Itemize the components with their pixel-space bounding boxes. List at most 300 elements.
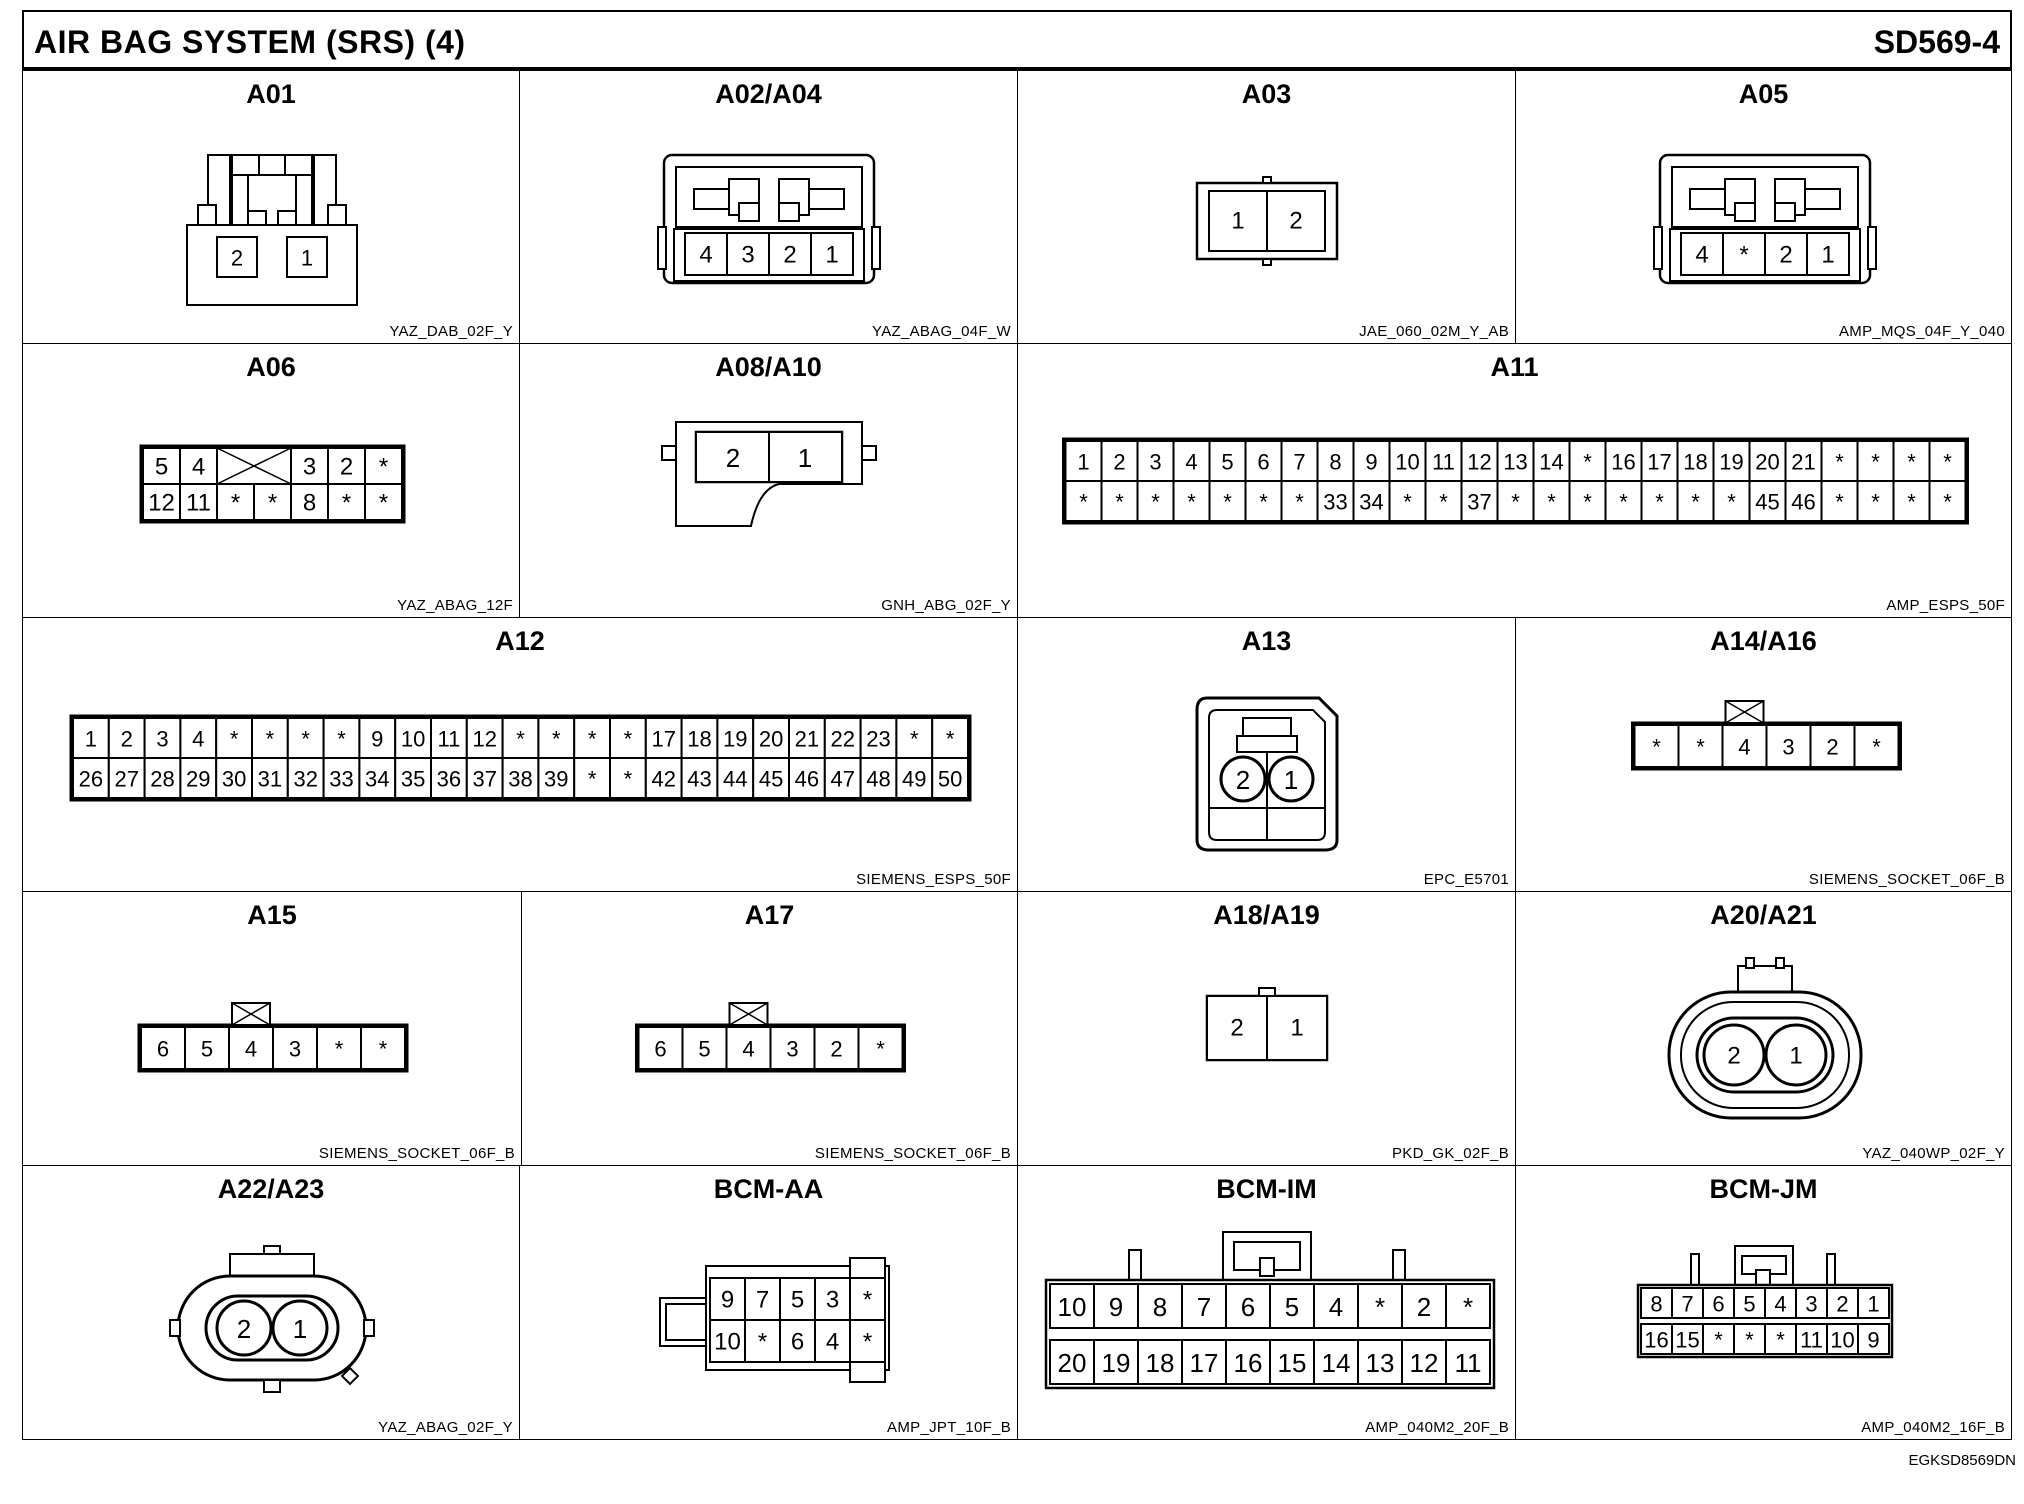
pin-label: * [552,726,561,752]
connector-part-code: SIEMENS_SOCKET_06F_B [318,1145,515,1162]
connector-outline [666,1304,710,1340]
connector-cell-a12 [22,617,1018,892]
pin-label: 37 [1467,489,1492,515]
connector-outline [658,227,666,269]
pin-label: * [1835,489,1844,515]
connector-outline [170,1320,180,1336]
pin-label: * [230,489,241,517]
connector-title: A22/A23 [217,1174,325,1204]
pin-label: 9 [1365,449,1378,475]
pin-label: 5 [200,1036,214,1062]
connector-cell-a22-a23 [22,1165,520,1440]
pin-label: 4 [1695,241,1709,269]
pin-label: 1 [1290,1014,1304,1042]
pin-label: * [1714,1327,1723,1353]
pin-label: * [862,1328,873,1356]
pin-label: 12 [1409,1348,1439,1378]
pin-label: 43 [687,766,712,792]
connector-part-code: AMP_ESPS_50F [1886,597,2005,614]
connector-outline [779,203,799,221]
pin-label: 4 [1328,1292,1344,1322]
pin-label: 11 [186,489,211,517]
pin-label: * [1943,449,1952,475]
pin-label: * [1439,489,1448,515]
connector-title: A03 [1241,79,1292,109]
pin-label: 1 [1231,207,1245,235]
pin-label: 3 [825,1286,840,1314]
pin-label: 11 [1800,1327,1823,1353]
pin-label: * [1691,489,1700,515]
connector-outline [1243,718,1291,736]
pin-label: 14 [1321,1348,1351,1378]
connector-outline [1735,203,1755,221]
pin-label: 21 [1791,449,1816,475]
connector-part-code: PKD_GK_02F_B [1392,1145,1509,1162]
pin-label: 8 [1650,1291,1663,1317]
connector-title: BCM-AA [713,1174,824,1204]
pin-label: 3 [1149,449,1162,475]
pin-label: 6 [1240,1292,1256,1322]
pin-label: 1 [292,1314,308,1344]
pin-label: 50 [937,766,963,792]
pin-label: * [1871,489,1880,515]
pin-label: 1 [300,245,314,271]
connector-diagram [520,344,1019,619]
connector-grid [22,70,2012,1440]
connector-outline [662,446,676,460]
pin-label: 20 [1755,449,1780,475]
connector-diagram [23,1166,521,1441]
connector-diagram [1516,618,2013,893]
pin-label: 42 [651,766,676,792]
connector-title: A18/A19 [1213,900,1320,930]
pin-label: * [1745,1327,1754,1353]
pin-label: 28 [150,766,175,792]
connector-diagram [23,71,521,345]
pin-label: 3 [156,726,169,752]
pin-label: 32 [293,766,318,792]
pin-label: 23 [866,726,891,752]
connector-title: A12 [495,626,545,656]
pin-label: 15 [1675,1327,1700,1353]
pin-label: 5 [698,1036,711,1062]
connector-diagram [1018,1166,1517,1441]
pin-label: 16 [1611,449,1636,475]
connector-outline [248,211,266,225]
connector-title: A05 [1738,79,1789,109]
pin-label: 45 [758,766,784,792]
pin-label: * [1583,449,1592,475]
pin-label: 12 [472,726,497,752]
pin-label: 2 [1836,1291,1849,1317]
pin-label: 3 [1782,734,1795,760]
pin-label: 37 [472,766,497,792]
connector-diagram [1516,892,2013,1167]
pin-label: 11 [1432,449,1455,475]
pin-label: 4 [1774,1291,1787,1317]
pin-label: 18 [1145,1348,1175,1378]
pin-label: 46 [1791,489,1816,515]
connector-part-code: AMP_MQS_04F_Y_040 [1838,323,2005,340]
connector-part-code: SIEMENS_SOCKET_06F_B [1808,871,2005,888]
pin-label: * [1652,734,1661,760]
connector-part-code: GNH_ABG_02F_Y [881,597,1011,614]
connector-part-code: JAE_060_02M_Y_AB [1359,323,1509,340]
pin-label: * [1079,489,1088,515]
connector-part-code: AMP_040M2_20F_B [1365,1419,1509,1436]
pin-label: 8 [302,489,317,517]
pin-label: 2 [1779,241,1793,269]
pin-label: 36 [436,766,462,792]
pin-label: * [623,726,633,752]
pin-label: 10 [1057,1292,1087,1322]
pin-label: * [378,1036,388,1062]
pin-label: * [229,726,239,752]
pin-label: * [341,489,352,517]
pin-label: * [267,489,278,517]
pin-label: * [1835,449,1844,475]
connector-title: A14/A16 [1710,626,1817,656]
connector-outline [328,205,346,225]
pin-label: 2 [1230,1014,1244,1042]
pin-label: * [1374,1292,1386,1322]
connector-cell-a15 [22,891,522,1166]
connector-diagram [1516,1166,2013,1441]
pin-label: * [337,726,346,752]
connector-outline [278,211,296,225]
connector-outline [862,446,876,460]
connector-outline [1868,227,1876,269]
pin-label: 2 [830,1036,843,1062]
pin-label: 1 [1821,241,1835,269]
pin-label: 44 [723,766,748,792]
connector-title: A06 [246,352,296,382]
connector-title: A13 [1241,626,1292,656]
pin-label: * [1151,489,1160,515]
pin-label: * [334,1036,344,1062]
connector-cell-a17 [521,891,1018,1166]
pin-label: 1 [797,443,813,473]
connector-cell-a11 [1017,343,2012,618]
pin-label: * [1259,489,1268,515]
connector-outline [1263,259,1271,265]
pin-label: 4 [742,1036,755,1062]
page-header [22,10,2012,70]
pin-label: * [1403,489,1412,515]
pin-label: * [265,726,275,752]
pin-label: 29 [186,766,211,792]
pin-label: 7 [1681,1291,1694,1317]
pin-label: * [587,726,597,752]
pin-label: 12 [148,489,175,517]
pin-label: 2 [1235,765,1251,795]
pin-label: * [1583,489,1592,515]
connector-cell-bcm-jm [1515,1165,2012,1440]
pin-label: 2 [230,245,244,271]
pin-label: 20 [1057,1348,1087,1378]
pin-label: * [1619,489,1628,515]
pin-label: 2 [1416,1292,1432,1322]
pin-label: 27 [114,766,139,792]
pin-label: 1 [825,241,839,269]
connector-diagram [1018,892,1517,1167]
pin-label: 2 [339,453,354,481]
pin-label: 6 [1712,1291,1725,1317]
pin-label: 2 [1113,449,1126,475]
pin-label: 4 [244,1036,258,1062]
pin-label: * [587,766,597,792]
connector-title: A15 [247,900,297,930]
pin-label: * [1655,489,1664,515]
pin-label: 2 [236,1314,252,1344]
pin-label: 11 [437,726,461,752]
connector-outline [1827,1254,1835,1288]
connector-part-code: YAZ_ABAG_12F [397,597,513,614]
pin-label: 8 [1329,449,1342,475]
pin-label: 8 [1152,1292,1168,1322]
pin-label: * [623,766,633,792]
connector-outline [1263,177,1271,183]
connector-cell-bcm-im [1017,1165,1516,1440]
pin-label: * [862,1286,873,1314]
connector-part-code: AMP_040M2_16F_B [1861,1419,2005,1436]
connector-part-code: YAZ_DAB_02F_Y [389,323,513,340]
pin-label: 9 [720,1286,735,1314]
pin-label: 4 [191,453,206,481]
connector-diagram [23,618,1019,893]
pin-label: 9 [371,726,384,752]
pin-label: 6 [790,1328,805,1356]
pin-label: 5 [154,453,169,481]
connector-cell-a14-a16 [1515,617,2012,892]
connector-diagram [1516,71,2013,345]
pin-label: 2 [783,241,797,269]
pin-label: * [1462,1292,1474,1322]
connector-part-code: SIEMENS_ESPS_50F [856,871,1011,888]
connector-diagram [23,892,523,1167]
pin-label: 3 [1805,1291,1818,1317]
pin-label: 19 [1719,449,1744,475]
pin-label: 17 [1189,1348,1219,1378]
pin-label: 38 [508,766,533,792]
connector-outline [1260,1258,1274,1276]
connector-diagram [522,892,1019,1167]
connector-outline [739,203,759,221]
connector-cell-a05 [1515,70,2012,344]
pin-label: 9 [1867,1327,1880,1353]
pin-label: 12 [1467,449,1492,475]
connector-cell-a18-a19 [1017,891,1516,1166]
pin-label: * [378,489,389,517]
pin-label: 2 [1826,734,1839,760]
pin-label: * [1907,449,1916,475]
pin-label: 15 [1277,1348,1307,1378]
connector-part-code: YAZ_040WP_02F_Y [1862,1145,2005,1162]
pin-label: 9 [1108,1292,1124,1322]
pin-label: * [1739,241,1749,269]
pin-label: 5 [1743,1291,1756,1317]
pin-label: * [301,726,310,752]
pin-label: 14 [1539,449,1564,475]
connector-diagram [1018,344,2013,619]
pin-label: 19 [723,726,748,752]
connector-outline [364,1320,374,1336]
pin-label: 1 [1077,449,1090,475]
pin-label: 13 [1503,449,1528,475]
pin-label: 1 [1867,1291,1880,1317]
pin-label: 33 [1323,489,1348,515]
pin-label: 4 [825,1328,840,1356]
connector-diagram [1018,71,1517,345]
connector-part-code: SIEMENS_SOCKET_06F_B [814,1145,1011,1162]
connector-title: BCM-IM [1216,1174,1317,1204]
footer-code: EGKSD8569DN [1908,1452,2016,1469]
pin-label: 39 [544,766,569,792]
connector-outline [1237,736,1297,752]
connector-outline [232,155,312,175]
pin-label: 26 [78,766,104,792]
pin-label: 48 [866,766,891,792]
connector-cell-a03 [1017,70,1516,344]
connector-title: A17 [744,900,795,930]
connector-outline [198,205,216,225]
pin-label: * [378,453,389,481]
pin-label: 30 [221,766,247,792]
pin-label: 5 [1284,1292,1300,1322]
pin-label: 3 [302,453,317,481]
pin-label: 3 [786,1036,799,1062]
pin-label: 2 [725,443,741,473]
pin-label: 35 [400,766,426,792]
pin-label: 4 [699,241,713,269]
connector-title: A01 [246,79,296,109]
pin-label: 11 [1454,1348,1482,1378]
pin-label: * [1696,734,1705,760]
pin-label: 5 [1221,449,1234,475]
pin-label: * [1295,489,1304,515]
pin-label: 31 [257,766,283,792]
pin-label: * [757,1328,768,1356]
connector-title: A20/A21 [1710,900,1817,930]
pin-label: 17 [1647,449,1672,475]
connector-outline [232,175,248,225]
pin-label: 17 [651,726,676,752]
connector-diagram [520,71,1019,345]
connector-cell-a20-a21 [1515,891,2012,1166]
pin-label: 3 [288,1036,302,1062]
connector-diagram [23,344,521,619]
pin-label: * [1776,1327,1785,1353]
pin-label: 22 [830,726,855,752]
pin-label: * [1871,449,1880,475]
pin-label: * [1943,489,1952,515]
connector-diagram [1018,618,1517,893]
page-code: SD569-4 [1873,24,2000,60]
pin-label: 16 [1644,1327,1669,1353]
pin-label: * [1907,489,1916,515]
pin-label: 1 [1283,765,1299,795]
connector-outline [296,175,312,225]
pin-label: * [516,726,525,752]
connector-cell-a08-a10 [519,343,1018,618]
pin-label: 3 [741,241,755,269]
connector-cell-a13 [1017,617,1516,892]
connector-title: A08/A10 [715,352,822,382]
connector-outline [1654,227,1662,269]
pin-label: 7 [1293,449,1306,475]
pin-label: * [945,726,955,752]
pin-label: 1 [84,726,98,752]
connector-cell-bcm-aa [519,1165,1018,1440]
connector-title: A02/A04 [715,79,822,109]
pin-label: 10 [714,1328,741,1356]
pin-label: 10 [1395,449,1420,475]
pin-label: 19 [1101,1348,1131,1378]
pin-label: * [1727,489,1736,515]
connector-outline [1756,1270,1770,1286]
connector-cell-a01 [22,70,520,344]
connector-cell-a06 [22,343,520,618]
pin-label: 18 [1683,449,1708,475]
pin-label: 7 [755,1286,770,1314]
pin-label: 5 [790,1286,805,1314]
pin-label: 4 [1185,449,1198,475]
pin-label: * [1187,489,1196,515]
connector-outline [872,227,880,269]
pin-label: 2 [1727,1042,1741,1070]
pin-label: 10 [1830,1327,1855,1353]
pin-label: 16 [1233,1348,1263,1378]
pin-label: 6 [654,1036,667,1062]
pin-label: * [1223,489,1232,515]
connector-outline [1259,988,1275,996]
pin-label: 7 [1196,1292,1212,1322]
pin-label: 1 [1789,1042,1803,1070]
pin-label: 47 [830,766,855,792]
connector-title: A11 [1490,352,1539,382]
connector-outline [1775,203,1795,221]
pin-label: 46 [794,766,820,792]
pin-label: * [1511,489,1520,515]
connector-outline [1691,1254,1699,1288]
pin-label: 13 [1365,1348,1395,1378]
pin-label: * [1547,489,1556,515]
connector-outline [1746,958,1754,968]
connector-outline [1738,966,1792,994]
pin-label: 49 [902,766,927,792]
connector-part-code: AMP_JPT_10F_B [887,1419,1011,1436]
pin-label: 10 [400,726,426,752]
pin-label: 18 [687,726,712,752]
connector-part-code: YAZ_ABAG_02F_Y [378,1419,513,1436]
connector-part-code: EPC_E5701 [1423,871,1509,888]
connector-outline [264,1246,280,1254]
pin-label: 21 [794,726,820,752]
pin-label: * [910,726,919,752]
connector-outline [187,225,357,305]
pin-label: 6 [1257,449,1270,475]
pin-label: 6 [156,1036,170,1062]
pin-label: * [876,1036,885,1062]
pin-label: 2 [1289,207,1303,235]
page-title: AIR BAG SYSTEM (SRS) (4) [34,24,466,60]
pin-label: 2 [120,726,133,752]
pin-label: 33 [329,766,354,792]
connector-outline [1776,958,1784,968]
pin-label: * [1872,734,1881,760]
pin-label: 45 [1755,489,1780,515]
pin-label: 34 [1359,489,1384,515]
